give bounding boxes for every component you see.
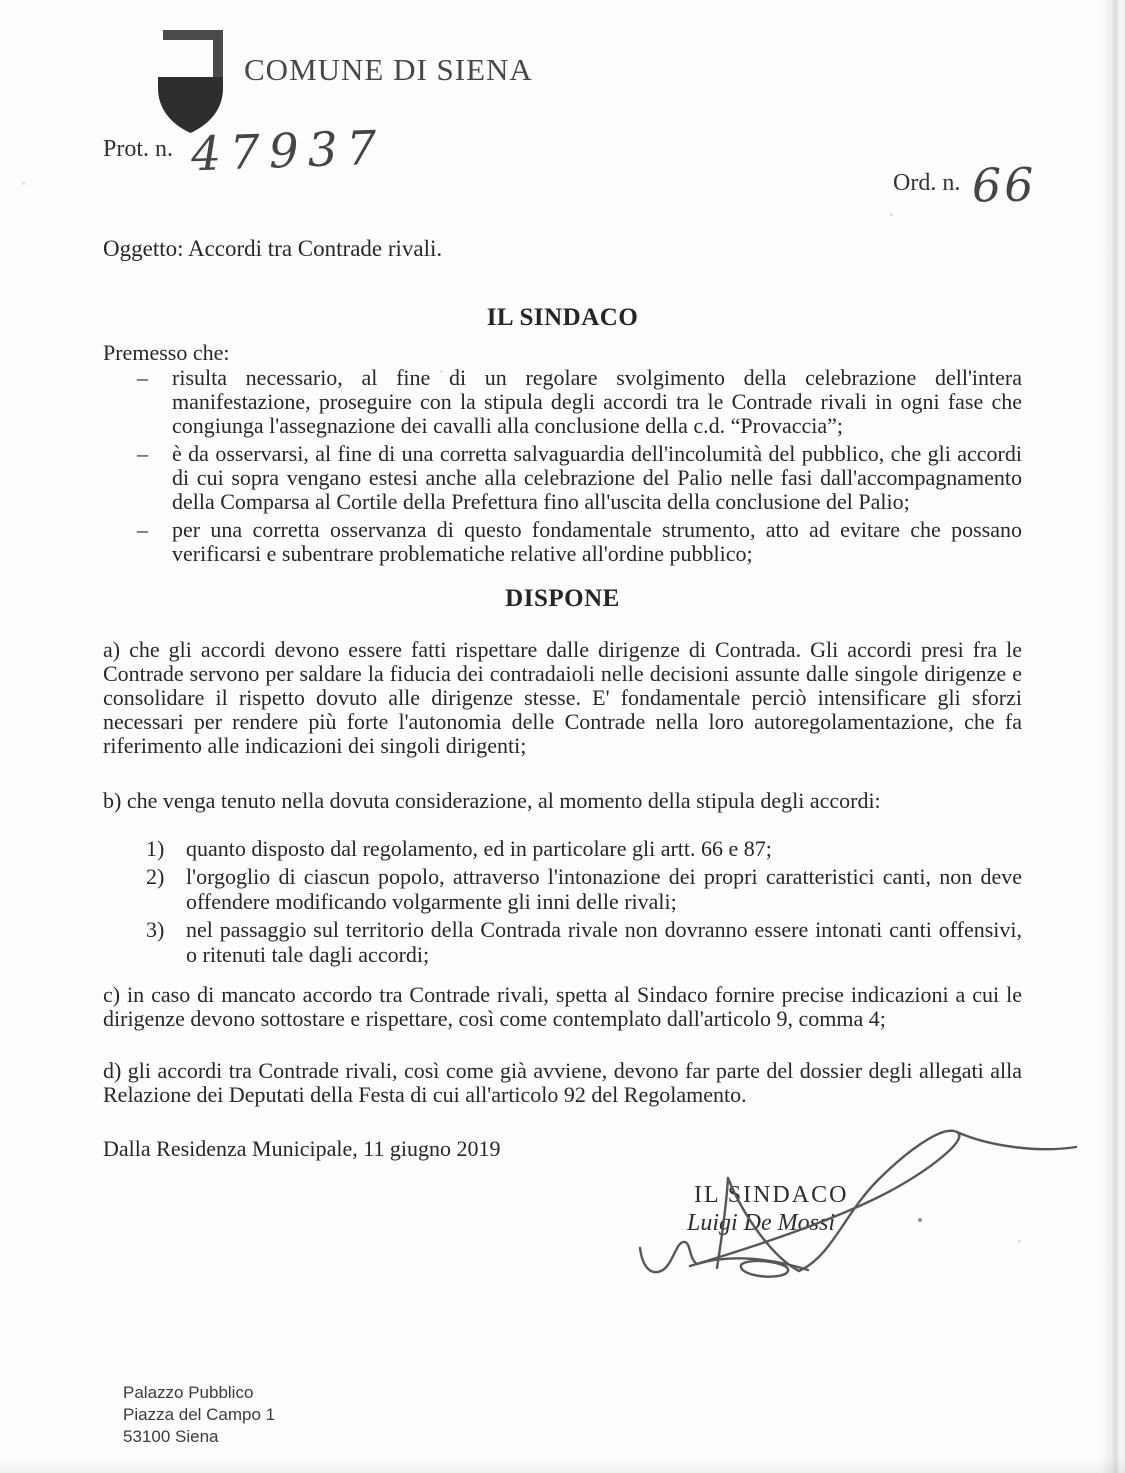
prot-label: Prot. n. [103, 136, 174, 162]
signature-block [620, 1118, 1120, 1343]
item-number: 1) [146, 836, 165, 861]
item-number: 2) [146, 864, 165, 889]
scan-edge-shadow-bottom [0, 1457, 1125, 1473]
premise-intro: Premesso che: [103, 340, 230, 365]
ordinance-row [893, 157, 1038, 213]
paragraph-d: d) gli accordi tra Contrade rivali, così come già avviene, devono far parte del dossier degli allegati alla Relazione dei Deputati della Festa di cui all'articolo 92 del Regolamento. [103, 1058, 1022, 1107]
item-text: quanto disposto dal regolamento, ed in particolare gli artt. 66 e 87; [186, 836, 772, 861]
footer-line: 53100 Siena [123, 1427, 219, 1446]
subject-line: Oggetto: Accordi tra Contrade rivali. [103, 236, 443, 261]
numbered-list [146, 836, 1022, 970]
footer-line: Palazzo Pubblico [123, 1383, 254, 1402]
dash-marker: – [137, 365, 148, 390]
paragraph-a: a) che gli accordi devono essere fatti rispettare dalle dirigenze di Contrada. Gli accordi presi fra le Contrade servono per saldare la fiducia dei contradaioli nelle decisioni assunte dalle singole dirigenze e consolidare il rispetto dovuto alle dirigenze stesse. E' fondamentale perciò intensificare gli sforzi necessari per rendere più forte l'autonomia delle Contrade nella loro autoregolamentazione, che fa riferimento alle indicazioni dei singoli dirigenti; [103, 637, 1022, 758]
scan-edge-shadow-right [1101, 0, 1125, 1473]
paragraph-b: b) che venga tenuto nella dovuta considerazione, al momento della stipula degli accordi: [103, 788, 881, 813]
footer-line: Piazza del Campo 1 [123, 1405, 276, 1424]
item-text: nel passaggio sul territorio della Contrada rivale non dovranno essere intonati canti offensivi, o ritenuti tale dagli accordi; [186, 917, 1022, 967]
paragraph-c: c) in caso di mancato accordo tra Contrade rivali, spetta al Sindaco fornire precise indicazioni a cui le dirigenze devono sottostare e rispettare, così come contemplato dall'articolo 9, comma 4; [103, 982, 1022, 1031]
numbered-item [146, 917, 1022, 967]
premise-text: è da osservarsi, al fine di una corretta salvaguardia dell'incolumità del pubblico, che gli accordi di cui sopra vengano estesi anche alla celebrazione del Palio nelle fasi dall'accompagnamento della Comparsa al Cortile della Prefettura fino all'uscita della conclusione del Palio; [172, 441, 1022, 514]
dash-marker: – [137, 517, 148, 542]
premise-text: per una corretta osservanza di questo fondamentale strumento, atto ad evitare che possano verificarsi e subentrare problematiche relative all'ordine pubblico; [172, 517, 1022, 566]
prot-number-handwritten: 47937 [190, 120, 387, 183]
premise-item [137, 366, 1022, 438]
heading-il-sindaco: IL SINDACO [486, 304, 639, 331]
ord-number-handwritten: 66 [971, 157, 1038, 213]
scan-noise-speck [22, 182, 25, 185]
protocol-row [103, 120, 387, 183]
handwritten-signature [620, 1118, 1120, 1343]
item-text: l'orgoglio di ciascun popolo, attraverso l'intonazione dei propri caratteristici canti, non deve offendere modificando volgarmente gli inni delle rivali; [186, 864, 1022, 914]
ord-label: Ord. n. [893, 170, 961, 196]
dash-marker: – [137, 441, 148, 466]
scan-noise-speck [1018, 1240, 1021, 1243]
siena-balzana-shield-icon [154, 28, 232, 138]
premise-item [137, 442, 1022, 514]
org-name: COMUNE DI SIENA [244, 52, 533, 87]
dateline: Dalla Residenza Municipale, 11 giugno 2019 [103, 1136, 501, 1161]
scan-noise-speck [918, 1218, 922, 1222]
premise-text: risulta necessario, al fine di un regolare svolgimento della celebrazione dell'intera manifestazione, proseguire con la stipula degli accordi tra le Contrade rivali in ogni fase che congiunga l'assegnazione dei cavalli alla conclusione della c.d. “Provaccia”; [172, 365, 1022, 438]
footer-address [123, 1382, 275, 1448]
premise-item [137, 518, 1022, 566]
numbered-item [146, 864, 1022, 914]
numbered-item [146, 836, 1022, 861]
premise-list [137, 366, 1022, 570]
scan-noise-speck [440, 370, 443, 373]
heading-dispone: DISPONE [505, 585, 620, 612]
signature-name: Luigi De Mossi [687, 1210, 836, 1236]
scan-noise-speck [890, 213, 893, 216]
signature-title: IL SINDACO [694, 1182, 849, 1208]
item-number: 3) [146, 917, 165, 942]
